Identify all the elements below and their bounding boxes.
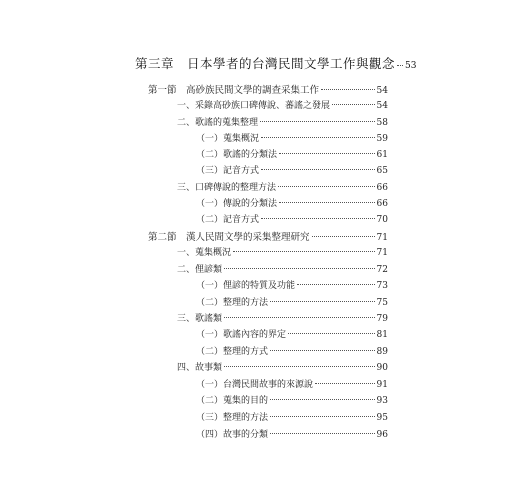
- page-number: 66: [376, 183, 388, 193]
- subitem-title: （一）俚諺的特質及功能: [196, 281, 296, 291]
- toc-item-entry: [177, 115, 388, 128]
- dot-leader: [261, 137, 375, 138]
- toc-chapter-entry: [135, 54, 417, 72]
- toc-subitem-entry: [196, 163, 388, 176]
- toc-section-entry: [148, 229, 388, 243]
- page-number: 61: [376, 150, 388, 160]
- toc-subitem-entry: [196, 427, 388, 440]
- page-number: 91: [376, 380, 388, 390]
- toc-item-entry: [177, 180, 388, 193]
- page-number: 53: [405, 61, 417, 71]
- item-title: 三、口碑傳說的整理方法: [177, 183, 277, 193]
- dot-leader: [224, 366, 375, 367]
- dot-leader: [397, 65, 403, 66]
- dot-leader: [260, 121, 375, 122]
- subitem-title: （一）傳說的分類法: [196, 199, 278, 209]
- subitem-title: （二）整理的方式: [196, 347, 269, 357]
- dot-leader: [288, 333, 375, 334]
- page-number: 54: [376, 86, 388, 96]
- dot-leader: [270, 433, 375, 434]
- page-number: 66: [376, 199, 388, 209]
- page-number: 89: [376, 347, 388, 357]
- section-number: 第一節: [148, 85, 177, 96]
- dot-leader: [321, 89, 375, 90]
- toc-subitem-entry: [196, 393, 388, 406]
- toc-subitem-entry: [196, 295, 388, 308]
- dot-leader: [270, 301, 375, 302]
- dot-leader: [270, 350, 375, 351]
- page-number: 90: [376, 363, 388, 373]
- subitem-title: （三）記音方式: [196, 166, 260, 176]
- toc-item-entry: [177, 311, 388, 324]
- page-number: 93: [376, 396, 388, 406]
- page-number: 79: [376, 314, 388, 324]
- chapter-title: 第三章 日本學者的台灣民間文學工作與觀念: [135, 56, 396, 71]
- page-number: 65: [376, 166, 388, 176]
- toc-item-entry: [177, 262, 388, 275]
- page-number: 75: [376, 298, 388, 308]
- page-number: 59: [376, 134, 388, 144]
- dot-leader: [297, 284, 375, 285]
- page-number: 71: [376, 233, 388, 243]
- dot-leader: [261, 218, 375, 219]
- toc-item-entry: [177, 360, 388, 373]
- toc-subitem-entry: [196, 212, 388, 225]
- toc-subitem-entry: [196, 377, 388, 390]
- page-number: 58: [376, 118, 388, 128]
- dot-leader: [261, 169, 375, 170]
- dot-leader: [270, 416, 375, 417]
- toc-subitem-entry: [196, 147, 388, 160]
- dot-leader: [224, 317, 375, 318]
- dot-leader: [312, 236, 375, 237]
- subitem-title: （二）記音方式: [196, 215, 260, 225]
- item-title: 二、俚諺類: [177, 265, 223, 275]
- subitem-title: （一）歌謠內容的界定: [196, 330, 287, 340]
- page-number: 70: [376, 215, 388, 225]
- page-number: 71: [376, 248, 388, 258]
- dot-leader: [224, 268, 375, 269]
- subitem-title: （三）整理的方法: [196, 413, 269, 423]
- toc-subitem-entry: [196, 410, 388, 423]
- item-title: 三、歌謠類: [177, 314, 223, 324]
- toc-subitem-entry: [196, 196, 388, 209]
- page-number: 96: [376, 430, 388, 440]
- subitem-title: （四）故事的分類: [196, 430, 269, 440]
- page-number: 72: [376, 265, 388, 275]
- subitem-title: （二）蒐集的目的: [196, 396, 269, 406]
- toc-subitem-entry: [196, 131, 388, 144]
- dot-leader: [278, 186, 375, 187]
- dot-leader: [279, 153, 375, 154]
- page-number: 95: [376, 413, 388, 423]
- toc-subitem-entry: [196, 327, 388, 340]
- toc-subitem-entry: [196, 278, 388, 291]
- dot-leader: [332, 104, 375, 105]
- subitem-title: （一）台灣民間故事的來源說: [196, 380, 314, 390]
- item-title: 一、蒐集概況: [177, 248, 232, 258]
- page-number: 81: [376, 330, 388, 340]
- page-number: 73: [376, 281, 388, 291]
- section-number: 第二節: [148, 232, 177, 243]
- toc-subitem-entry: [196, 344, 388, 357]
- page-number: 54: [376, 101, 388, 111]
- subitem-title: （二）歌謠的分類法: [196, 150, 278, 160]
- dot-leader: [270, 399, 375, 400]
- subitem-title: （一）蒐集概況: [196, 134, 260, 144]
- toc-item-entry: [177, 98, 388, 111]
- dot-leader: [279, 202, 375, 203]
- toc-section-entry: [148, 82, 388, 96]
- dot-leader: [233, 251, 375, 252]
- toc-item-entry: [177, 245, 388, 258]
- item-title: 二、歌謠的蒐集整理: [177, 118, 259, 128]
- section-title: 漢人民間文學的采集整理研究: [186, 232, 310, 243]
- section-title: 高砂族民間文學的調查采集工作: [186, 85, 320, 96]
- dot-leader: [315, 383, 375, 384]
- item-title: 一、采錄高砂族口碑傳說、蕃謠之發展: [177, 101, 331, 111]
- subitem-title: （二）整理的方法: [196, 298, 269, 308]
- item-title: 四、故事類: [177, 363, 223, 373]
